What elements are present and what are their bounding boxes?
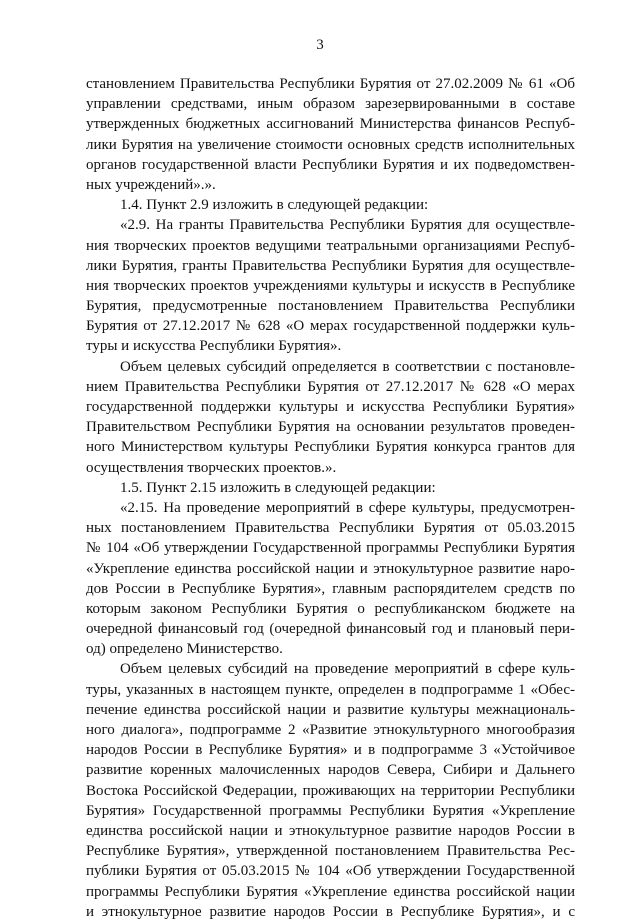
- text-line: 1.4. Пункт 2.9 изложить в следующей редакции:: [120, 197, 429, 214]
- text-line: развитие коренных малочисленных народов Севера, Сибири и Дальнего: [86, 762, 575, 779]
- text-line: од) определено Министерство.: [86, 641, 283, 658]
- text-line: Бурятия от 27.12.2017 № 628 «О мерах государственной поддержки куль-: [86, 318, 575, 335]
- text-line: утвержденных бюджетных ассигнований Министерства финансов Респуб-: [86, 116, 575, 133]
- text-line: Бурятия, предусмотренные постановлением Правительства Республики: [86, 298, 575, 315]
- document-body: [86, 74, 575, 922]
- paragraph-clause-2-15: [86, 498, 575, 660]
- text-line: Объем целевых субсидий на проведение мероприятий в сфере куль-: [120, 661, 575, 678]
- text-line: лики Бурятия, гранты Правительства Республики Бурятия для осуществле-: [86, 257, 575, 274]
- text-line: Бурятия» Государственной программы Республики Бурятия «Укрепление: [86, 802, 575, 819]
- text-line: туры и искусства Республики Бурятия».: [86, 338, 342, 355]
- text-line: становлением Правительства Республики Бурятия от 27.02.2009 № 61 «Об: [86, 76, 575, 92]
- text-line: лики Бурятия на увеличение стоимости основных средств исполнительных: [86, 136, 575, 153]
- text-line: народов России в Республике Бурятия» и в подпрограмме 3 «Устойчивое: [86, 742, 575, 759]
- text-line: программы Республики Бурятия «Укрепление единства российской нации: [86, 883, 575, 900]
- text-line: и этнокультурное развитие народов России в Республике Бурятия», и с: [86, 903, 575, 920]
- text-line: № 104 «Об утверждении Государственной программы Республики Бурятия: [86, 540, 575, 557]
- text-line: ных учреждений».».: [86, 176, 216, 193]
- text-line: которым законом Республики Бурятия о республиканском бюджете на: [86, 600, 575, 617]
- paragraph-subsidy-events: [86, 659, 575, 921]
- text-line: Правительством Республики Бурятия на основании результатов проведен-: [86, 419, 575, 436]
- text-line: дов России в Республике Бурятия», главным распорядителем средств по: [86, 580, 575, 597]
- text-line: государственной поддержки культуры и искусства Республики Бурятия»: [86, 399, 575, 415]
- text-line: Республике Бурятия», утвержденной постановлением Правительства Рес-: [86, 843, 575, 860]
- text-line: 1.5. Пункт 2.15 изложить в следующей редакции:: [120, 479, 436, 496]
- page-number: 3: [316, 37, 324, 53]
- text-line: Объем целевых субсидий определяется в соответствии с постановле-: [120, 358, 575, 375]
- text-line: печение единства российской нации и развитие культуры межнациональ-: [86, 701, 575, 718]
- text-line: ного диалога», подпрограмме 2 «Развитие этнокультурного многообразия: [86, 722, 575, 738]
- paragraph-item-1-4: [86, 195, 575, 215]
- text-line: «2.9. На гранты Правительства Республики Бурятия для осуществле-: [120, 217, 575, 234]
- text-line: Востока Российской Федерации, проживающих на территории Республики: [86, 782, 575, 799]
- text-line: осуществления творческих проектов.».: [86, 459, 337, 476]
- text-line: ния творческих проектов учреждениями культуры и искусств в Республике: [86, 277, 575, 294]
- text-line: очередной финансовый год (очередной финансовый год и плановый пери-: [86, 621, 575, 638]
- text-line: ного Министерством культуры Республики Бурятия конкурса грантов для: [86, 439, 575, 456]
- text-line: туры, указанных в настоящем пункте, определен в подпрограмме 1 «Обес-: [86, 681, 575, 698]
- text-line: ных постановлением Правительства Республики Бурятия от 05.03.2015: [86, 520, 575, 537]
- text-line: ния творческих проектов ведущими театральными организациями Респуб-: [86, 237, 575, 254]
- text-line: органов государственной власти Республики Бурятия и их подведомствен-: [86, 156, 575, 173]
- paragraph-subsidy-volume: [86, 357, 575, 478]
- text-line: публики Бурятия от 05.03.2015 № 104 «Об утверждении Государственной: [86, 863, 575, 880]
- text-line: единства российской нации и этнокультурное развитие народов России в: [86, 822, 575, 839]
- paragraph-clause-2-9: [86, 215, 575, 356]
- text-line: управлении средствами, иным образом зарезервированными в составе: [86, 96, 575, 113]
- text-line: «Укрепление единства российской нации и этнокультурное развитие наро-: [86, 560, 575, 577]
- paragraph-continuation: [86, 74, 575, 195]
- text-line: «2.15. На проведение мероприятий в сфере культуры, предусмотрен-: [120, 499, 575, 516]
- text-line: нием Правительства Республики Бурятия от 27.12.2017 № 628 «О мерах: [86, 378, 575, 395]
- paragraph-item-1-5: [86, 478, 575, 498]
